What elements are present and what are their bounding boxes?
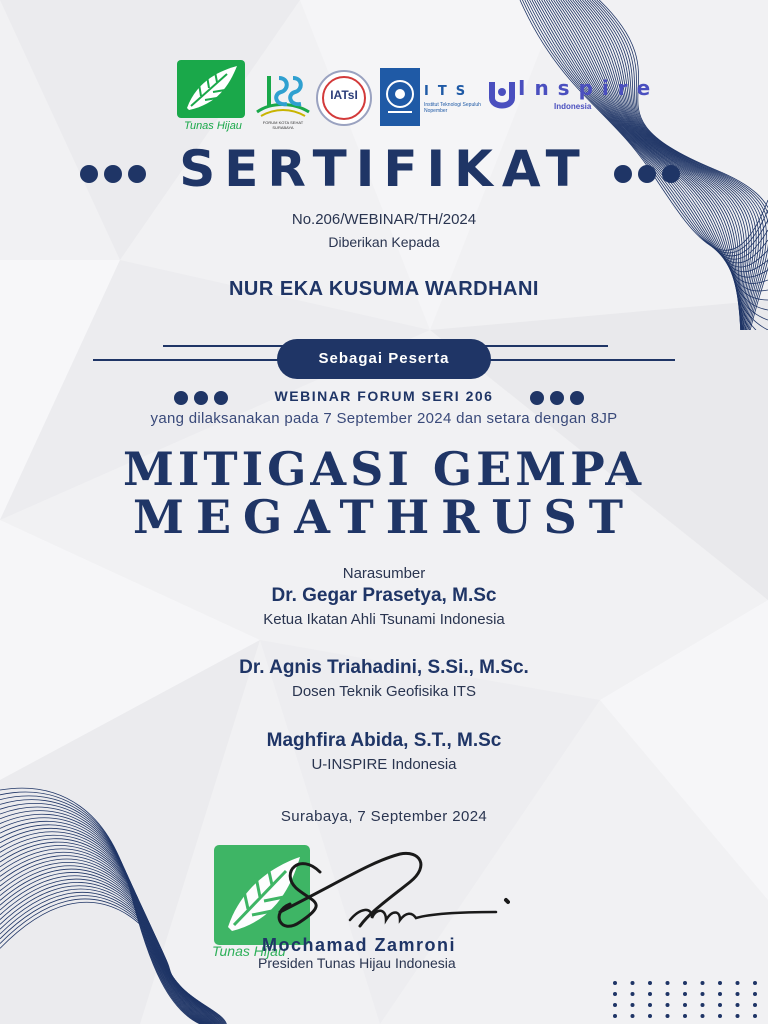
inspire-title: Inspire	[518, 76, 660, 100]
speaker-2-name: Dr. Agnis Triahadini, S.Si., M.Sc.	[239, 657, 529, 678]
recipient-name: NUR EKA KUSUMA WARDHANI	[228, 278, 539, 300]
divider-line-left	[93, 359, 283, 361]
iatsi-logo	[316, 70, 372, 126]
webinar-series: WEBINAR FORUM SERI 206	[274, 388, 494, 404]
title-dots-right	[614, 165, 680, 183]
series-dots-right	[530, 391, 584, 405]
certificate-title: SERTIFIKAT	[179, 140, 589, 198]
forum-kota-sehat-logo	[253, 68, 313, 128]
its-emblem-icon	[380, 68, 420, 126]
inspire-subtitle: Indonesia	[554, 102, 592, 111]
forum-caption: FORUM KOTA SEHAT SURABAYA	[262, 120, 304, 130]
u-inspire-logo	[488, 76, 660, 118]
tunas-hijau-logo	[175, 60, 247, 136]
forum-emblem-icon	[253, 68, 313, 120]
speaker-2-role: Dosen Teknik Geofisika ITS	[292, 683, 476, 700]
its-title: ITS	[424, 84, 475, 99]
headline-line-2: MEGATHRUST	[133, 490, 635, 544]
decorative-dot-grid	[612, 978, 762, 1024]
speaker-3-name: Maghfira Abida, S.T., M.Sc	[266, 730, 502, 751]
certificate-number: No.206/WEBINAR/TH/2024	[291, 211, 477, 228]
headline-line-1: MITIGASI GEMPA	[122, 442, 646, 496]
given-to-label: Diberikan Kepada	[328, 234, 440, 250]
iatsi-text: IATsI	[330, 88, 358, 102]
signatory-title: Presiden Tunas Hijau Indonesia	[258, 955, 456, 971]
participant-badge: Sebagai Peserta	[277, 339, 491, 379]
stamp-caption: Tunas Hijau	[212, 943, 286, 959]
signatory-name: Mochamad Zamroni	[262, 935, 457, 955]
its-subtitle: Institut Teknologi Sepuluh Nopember	[424, 102, 481, 114]
u-inspire-icon	[488, 78, 516, 112]
place-and-date: Surabaya, 7 September 2024	[280, 808, 488, 825]
event-date-description: yang dilaksanakan pada 7 September 2024 dan setara dengan 8JP	[150, 410, 618, 427]
tunas-hijau-caption: Tunas Hijau	[184, 120, 242, 132]
speaker-1-name: Dr. Gegar Prasetya, M.Sc	[271, 585, 497, 606]
partner-logos	[0, 56, 768, 136]
divider-line-right	[485, 359, 675, 361]
speaker-3-role: U-INSPIRE Indonesia	[311, 756, 457, 773]
its-logo	[380, 68, 484, 126]
speaker-1-role: Ketua Ikatan Ahli Tsunami Indonesia	[263, 611, 505, 628]
leaf-icon	[177, 60, 245, 118]
speakers-label: Narasumber	[342, 565, 426, 582]
